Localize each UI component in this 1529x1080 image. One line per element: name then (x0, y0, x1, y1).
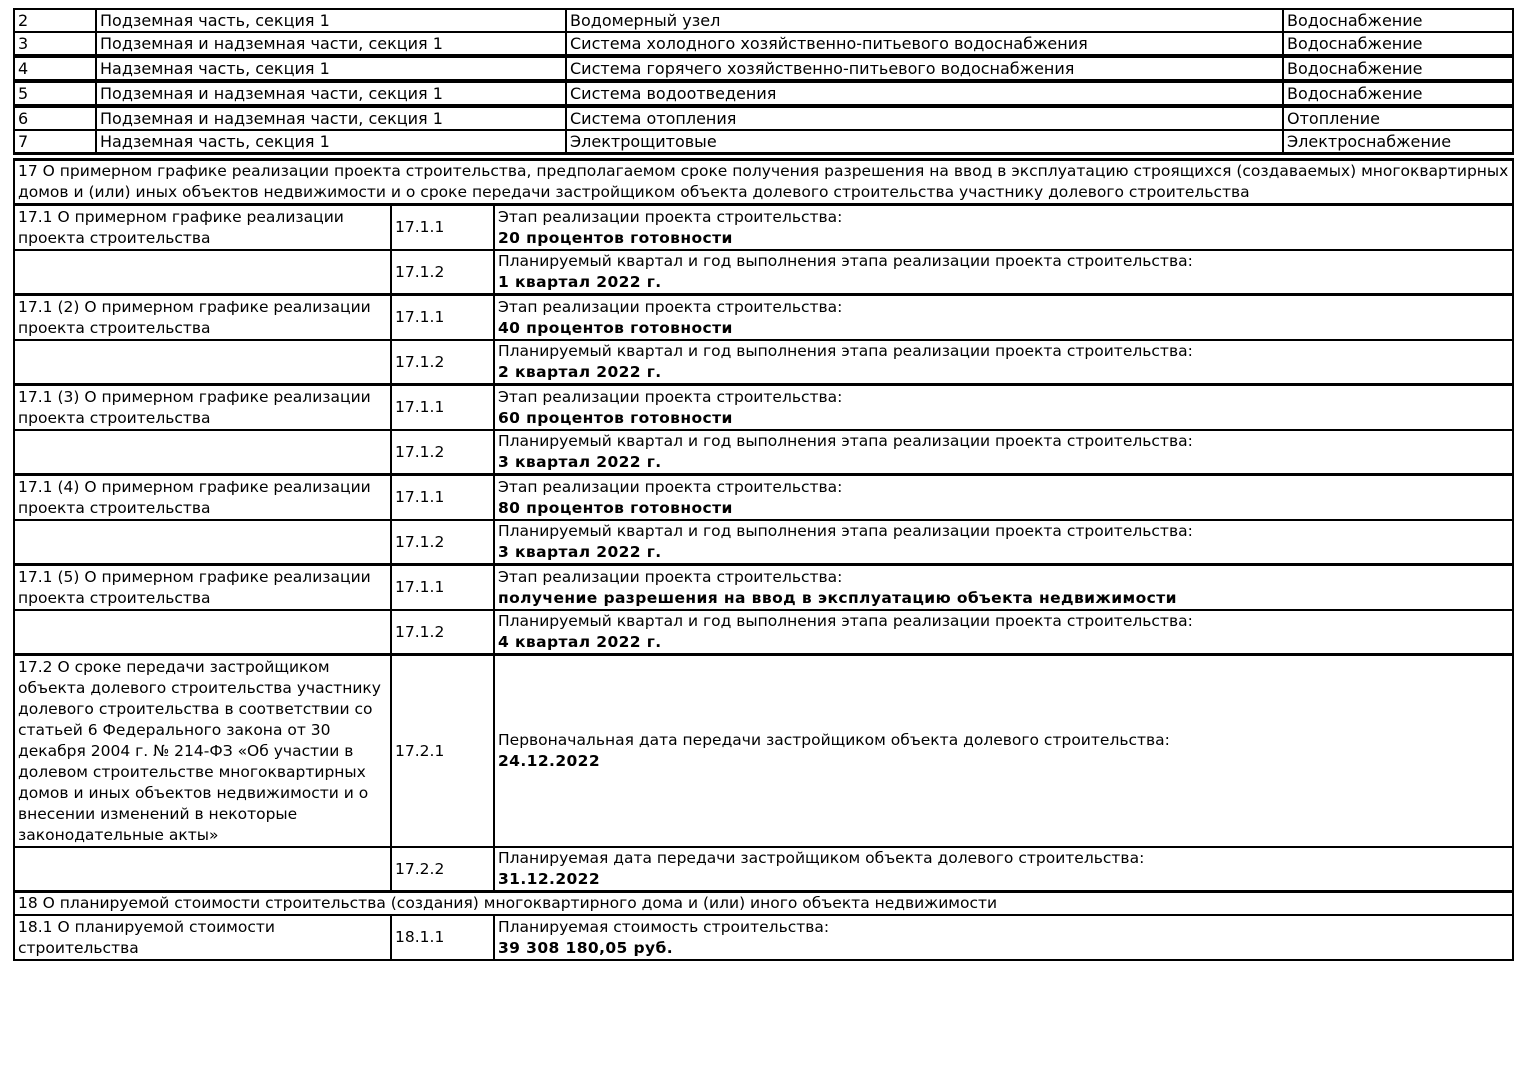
table-row (14, 81, 1513, 106)
cell-section-label (14, 250, 391, 295)
field-label: Первоначальная дата передачи застройщиком объекта долевого строительства: (498, 731, 1170, 749)
field-label: Планируемый квартал и год выполнения этапа реализации проекта строительства: (498, 252, 1193, 270)
cell-item-code: 17.1.1 (391, 295, 494, 341)
cell-row-number: 5 (14, 81, 96, 106)
field-label: Этап реализации проекта строительства: (498, 477, 843, 496)
cell-item-code: 17.1.1 (391, 385, 494, 431)
field-value: 4 квартал 2022 г. (498, 633, 662, 651)
field-value: 3 квартал 2022 г. (498, 543, 662, 561)
table-row (14, 9, 1513, 32)
cell-section-label: 18.1 О планируемой стоимости строительства (14, 915, 391, 960)
cell-building-part: Подземная и надземная части, секция 1 (96, 32, 566, 56)
cell-category: Отопление (1283, 106, 1513, 130)
systems-table (13, 8, 1514, 155)
cell-category: Водоснабжение (1283, 9, 1513, 32)
table-row (14, 610, 1513, 655)
table-row (14, 385, 1513, 431)
table-row (14, 32, 1513, 56)
cell-system: Система водоотведения (566, 81, 1283, 106)
section-18-title: 18 О планируемой стоимости строительства (создания) многоквартирного дома и (или) иного объекта недвижимости (14, 892, 1513, 916)
cell-category: Электроснабжение (1283, 130, 1513, 154)
cell-item-code: 17.1.1 (391, 205, 494, 251)
field-label: Этап реализации проекта строительства: (498, 297, 843, 316)
section-18-header-row (14, 892, 1513, 916)
cell-item-code: 17.1.1 (391, 565, 494, 611)
cell-item-content (494, 430, 1513, 475)
cell-section-label (14, 520, 391, 565)
cell-building-part: Надземная часть, секция 1 (96, 56, 566, 81)
cell-item-code: 17.1.2 (391, 340, 494, 385)
section-17-header-row (14, 160, 1513, 205)
field-label: Планируемый квартал и год выполнения этапа реализации проекта строительства: (498, 522, 1193, 540)
cell-category: Водоснабжение (1283, 32, 1513, 56)
cell-section-label: 17.1 (5) О примерном графике реализации проекта строительства (14, 565, 391, 611)
cell-item-content (494, 475, 1513, 521)
field-value: 31.12.2022 (498, 870, 601, 888)
table-row (14, 565, 1513, 611)
field-value: 39 308 180,05 руб. (498, 938, 674, 957)
cell-system: Водомерный узел (566, 9, 1283, 32)
table-row (14, 520, 1513, 565)
table-row (14, 915, 1513, 960)
cell-item-content (494, 205, 1513, 251)
cell-building-part: Подземная и надземная части, секция 1 (96, 81, 566, 106)
field-label: Этап реализации проекта строительства: (498, 387, 843, 406)
cell-row-number: 3 (14, 32, 96, 56)
cell-section-label (14, 340, 391, 385)
cell-category: Водоснабжение (1283, 56, 1513, 81)
field-value: 20 процентов готовности (498, 228, 733, 247)
field-value: 1 квартал 2022 г. (498, 273, 662, 291)
field-value: 3 квартал 2022 г. (498, 453, 662, 471)
section-17-title: 17 О примерном графике реализации проекта строительства, предполагаемом сроке получения разрешения на ввод в эксплуатацию строящихся (создаваемых) многоквартирных домов и (или) иных объектов недвижимости и о сроке передачи застройщиком объекта долевого строительства участнику долевого строительства (14, 160, 1513, 205)
field-label: Планируемый квартал и год выполнения этапа реализации проекта строительства: (498, 342, 1193, 360)
cell-section-label (14, 847, 391, 892)
field-label: Планируемый квартал и год выполнения этапа реализации проекта строительства: (498, 432, 1193, 450)
table-row (14, 130, 1513, 154)
cell-item-code: 17.1.2 (391, 430, 494, 475)
table-row (14, 475, 1513, 521)
field-value: получение разрешения на ввод в эксплуатацию объекта недвижимости (498, 588, 1177, 607)
cell-building-part: Надземная часть, секция 1 (96, 130, 566, 154)
cell-category: Водоснабжение (1283, 81, 1513, 106)
field-label: Этап реализации проекта строительства: (498, 207, 843, 226)
field-label: Планируемая стоимость строительства: (498, 917, 830, 936)
cell-item-code: 17.1.2 (391, 520, 494, 565)
cell-item-content (494, 610, 1513, 655)
cell-system: Система горячего хозяйственно-питьевого водоснабжения (566, 56, 1283, 81)
cell-item-content (494, 847, 1513, 892)
field-value: 40 процентов готовности (498, 318, 733, 337)
cell-row-number: 6 (14, 106, 96, 130)
table-row (14, 847, 1513, 892)
field-label: Планируемая дата передачи застройщиком объекта долевого строительства: (498, 849, 1145, 867)
cell-item-content (494, 655, 1513, 848)
cell-item-content (494, 915, 1513, 960)
cell-system: Система холодного хозяйственно-питьевого водоснабжения (566, 32, 1283, 56)
cell-item-code: 17.1.2 (391, 250, 494, 295)
cell-item-content (494, 385, 1513, 431)
table-row (14, 340, 1513, 385)
cell-section-label (14, 430, 391, 475)
table-row (14, 106, 1513, 130)
cell-item-code: 17.1.1 (391, 475, 494, 521)
field-value: 2 квартал 2022 г. (498, 363, 662, 381)
cell-section-label (14, 610, 391, 655)
cell-item-content (494, 250, 1513, 295)
field-value: 24.12.2022 (498, 752, 601, 770)
table-row (14, 205, 1513, 251)
cell-item-code: 17.2.1 (391, 655, 494, 848)
cell-item-content (494, 520, 1513, 565)
field-label: Этап реализации проекта строительства: (498, 567, 843, 586)
cell-row-number: 2 (14, 9, 96, 32)
cell-row-number: 7 (14, 130, 96, 154)
cell-item-code: 17.2.2 (391, 847, 494, 892)
cell-item-code: 17.1.2 (391, 610, 494, 655)
field-label: Планируемый квартал и год выполнения этапа реализации проекта строительства: (498, 612, 1193, 630)
cell-building-part: Подземная и надземная части, секция 1 (96, 106, 566, 130)
sections-table (13, 158, 1514, 961)
cell-item-content (494, 295, 1513, 341)
table-row (14, 655, 1513, 848)
cell-section-label: 17.1 (2) О примерном графике реализации проекта строительства (14, 295, 391, 341)
cell-section-label: 17.1 О примерном графике реализации проекта строительства (14, 205, 391, 251)
field-value: 60 процентов готовности (498, 408, 733, 427)
field-value: 80 процентов готовности (498, 498, 733, 517)
cell-system: Система отопления (566, 106, 1283, 130)
cell-item-code: 18.1.1 (391, 915, 494, 960)
cell-item-content (494, 340, 1513, 385)
cell-system: Электрощитовые (566, 130, 1283, 154)
cell-section-label: 17.2 О сроке передачи застройщиком объекта долевого строительства участнику долевого строительства в соответствии со статьей 6 Федерального закона от 30 декабря 2004 г. № 214-ФЗ «Об участии в долевом строительстве многоквартирных домов и иных объектов недвижимости и о внесении изменений в некоторые законодательные акты» (14, 655, 391, 848)
table-row (14, 56, 1513, 81)
table-row (14, 430, 1513, 475)
cell-section-label: 17.1 (4) О примерном графике реализации проекта строительства (14, 475, 391, 521)
cell-building-part: Подземная часть, секция 1 (96, 9, 566, 32)
cell-section-label: 17.1 (3) О примерном графике реализации проекта строительства (14, 385, 391, 431)
cell-item-content (494, 565, 1513, 611)
cell-row-number: 4 (14, 56, 96, 81)
table-row (14, 250, 1513, 295)
table-row (14, 295, 1513, 341)
